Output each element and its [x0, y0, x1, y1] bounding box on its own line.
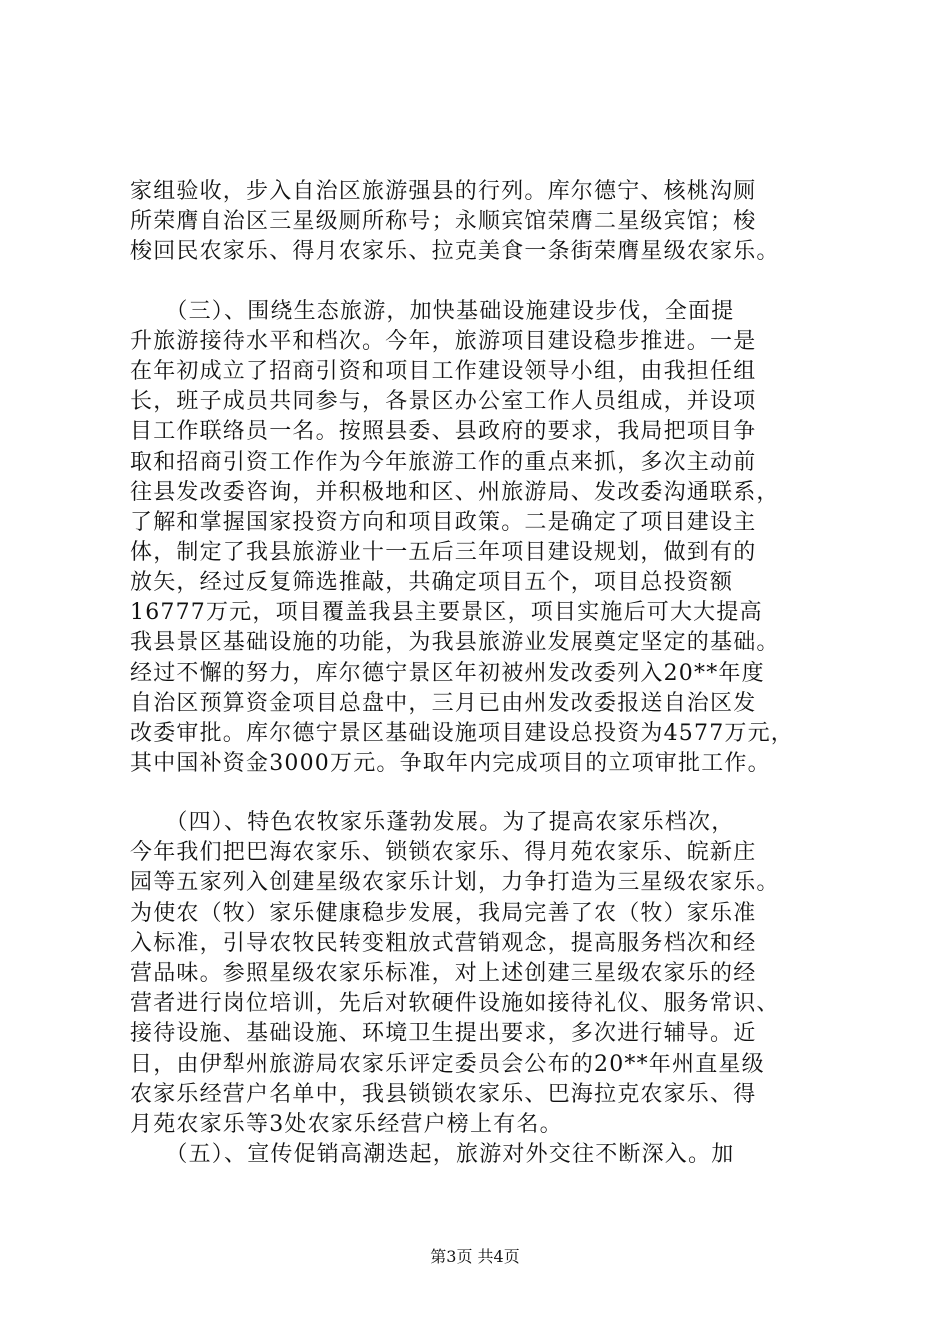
text-line: 16777万元，项目覆盖我县主要景区，项目实施后可大大提高: [130, 600, 763, 625]
text-line: 了解和掌握国家投资方向和项目政策。二是确定了项目建设主: [130, 510, 757, 535]
text-line: 所荣膺自治区三星级厕所称号；永顺宾馆荣膺二星级宾馆；梭: [130, 209, 757, 234]
text-line: （四）、特色农牧家乐蓬勃发展。为了提高农家乐档次，: [130, 810, 735, 835]
text-line: 为使农（牧）家乐健康稳步发展，我局完善了农（牧）家乐准: [130, 901, 757, 926]
page-footer: 第3页 共4页: [430, 1247, 520, 1266]
text-line: （三）、围绕生态旅游，加快基础设施建设步伐，全面提: [130, 299, 735, 324]
text-line: 其中国补资金3000万元。争取年内完成项目的立项审批工作。: [130, 751, 771, 776]
text-line: 放矢，经过反复筛选推敲，共确定项目五个，项目总投资额: [130, 570, 734, 595]
text-line: （五）、宣传促销高潮迭起，旅游对外交往不断深入。加: [130, 1142, 735, 1167]
text-line: 我县景区基础设施的功能，为我县旅游业发展奠定坚定的基础。: [130, 630, 780, 655]
text-line: 日，由伊犁州旅游局农家乐评定委员会公布的20**年州直星级: [130, 1052, 765, 1077]
text-line: 今年我们把巴海农家乐、锁锁农家乐、得月苑农家乐、皖新庄: [130, 840, 757, 865]
text-line: 园等五家列入创建星级农家乐计划，力争打造为三星级农家乐。: [130, 870, 780, 895]
text-line: 长，班子成员共同参与，各景区办公室工作人员组成，并设项: [130, 389, 757, 414]
text-line: 经过不懈的努力，库尔德宁景区年初被州发改委列入20**年度: [130, 661, 765, 686]
text-line: 取和招商引资工作作为今年旅游工作的重点来抓，多次主动前: [130, 450, 757, 475]
text-line: 在年初成立了招商引资和项目工作建设领导小组，由我担任组: [130, 359, 757, 384]
text-line: 入标准，引导农牧民转变粗放式营销观念，提高服务档次和经: [130, 931, 757, 956]
text-line: 升旅游接待水平和档次。今年，旅游项目建设稳步推进。一是: [130, 329, 757, 354]
text-line: 家组验收，步入自治区旅游强县的行列。库尔德宁、核桃沟厕: [130, 179, 757, 204]
text-line: 月苑农家乐等3处农家乐经营户榜上有名。: [130, 1112, 563, 1137]
text-line: 营品味。参照星级农家乐标准，对上述创建三星级农家乐的经: [130, 961, 757, 986]
text-line: 往县发改委咨询，并积极地和区、州旅游局、发改委沟通联系，: [130, 480, 780, 505]
text-line: 自治区预算资金项目总盘中，三月已由州发改委报送自治区发: [130, 691, 757, 716]
text-line: 梭回民农家乐、得月农家乐、拉克美食一条街荣膺星级农家乐。: [130, 239, 780, 264]
text-line: 农家乐经营户名单中，我县锁锁农家乐、巴海拉克农家乐、得: [130, 1082, 757, 1107]
text-line: 营者进行岗位培训，先后对软硬件设施如接待礼仪、服务常识、: [130, 991, 780, 1016]
text-line: 体，制定了我县旅游业十一五后三年项目建设规划，做到有的: [130, 540, 757, 565]
text-line: 改委审批。库尔德宁景区基础设施项目建设总投资为4577万元，: [130, 721, 794, 746]
text-line: 目工作联络员一名。按照县委、县政府的要求，我局把项目争: [130, 419, 757, 444]
text-line: 接待设施、基础设施、环境卫生提出要求，多次进行辅导。近: [130, 1021, 757, 1046]
